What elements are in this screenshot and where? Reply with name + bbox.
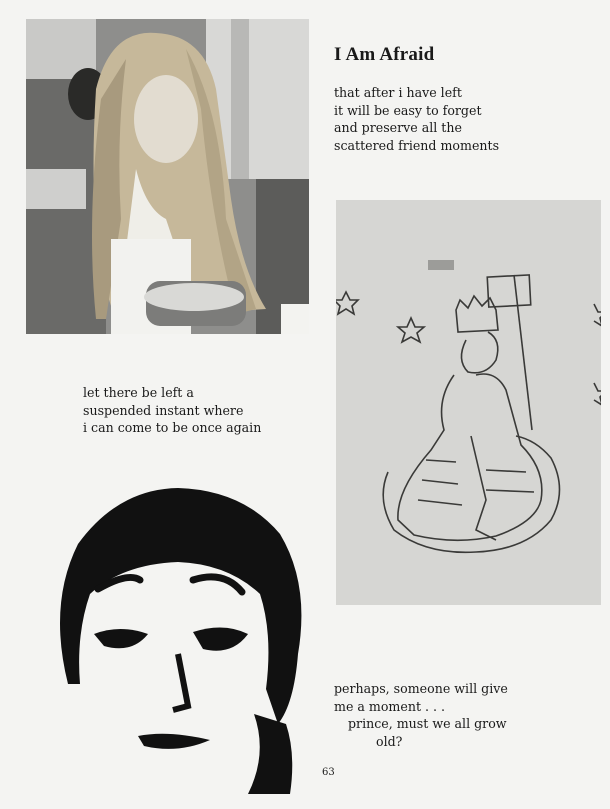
graphic-mime-face xyxy=(28,484,310,794)
poem-line: that after i have left xyxy=(334,85,462,100)
poem-line: me a moment . . . xyxy=(334,698,446,714)
poem-line: i can come to be once again xyxy=(83,420,262,435)
poem-line: scattered friend moments xyxy=(334,137,500,153)
poem-stanza-3 xyxy=(334,680,508,750)
drawing-crowned-figure xyxy=(336,200,601,605)
photo-girl-graphic xyxy=(26,19,309,334)
drawing-graphic xyxy=(336,200,601,605)
poem-stanza-2 xyxy=(83,384,261,437)
poem-line: perhaps, someone will give xyxy=(334,681,508,696)
poem-line: let there be left a xyxy=(83,385,194,400)
poem-line: suspended instant where xyxy=(83,402,244,418)
poem-line: old? xyxy=(376,733,403,749)
photo-girl-in-classroom xyxy=(26,19,309,334)
poem-line: it will be easy to forget xyxy=(334,102,482,118)
mime-face-graphic xyxy=(28,484,310,794)
poem-line: and preserve all the xyxy=(334,120,462,135)
poem-title: I Am Afraid xyxy=(334,44,435,65)
page-number: 63 xyxy=(322,767,335,778)
poem-line: prince, must we all grow xyxy=(348,716,507,731)
poem-stanza-1 xyxy=(334,84,499,154)
